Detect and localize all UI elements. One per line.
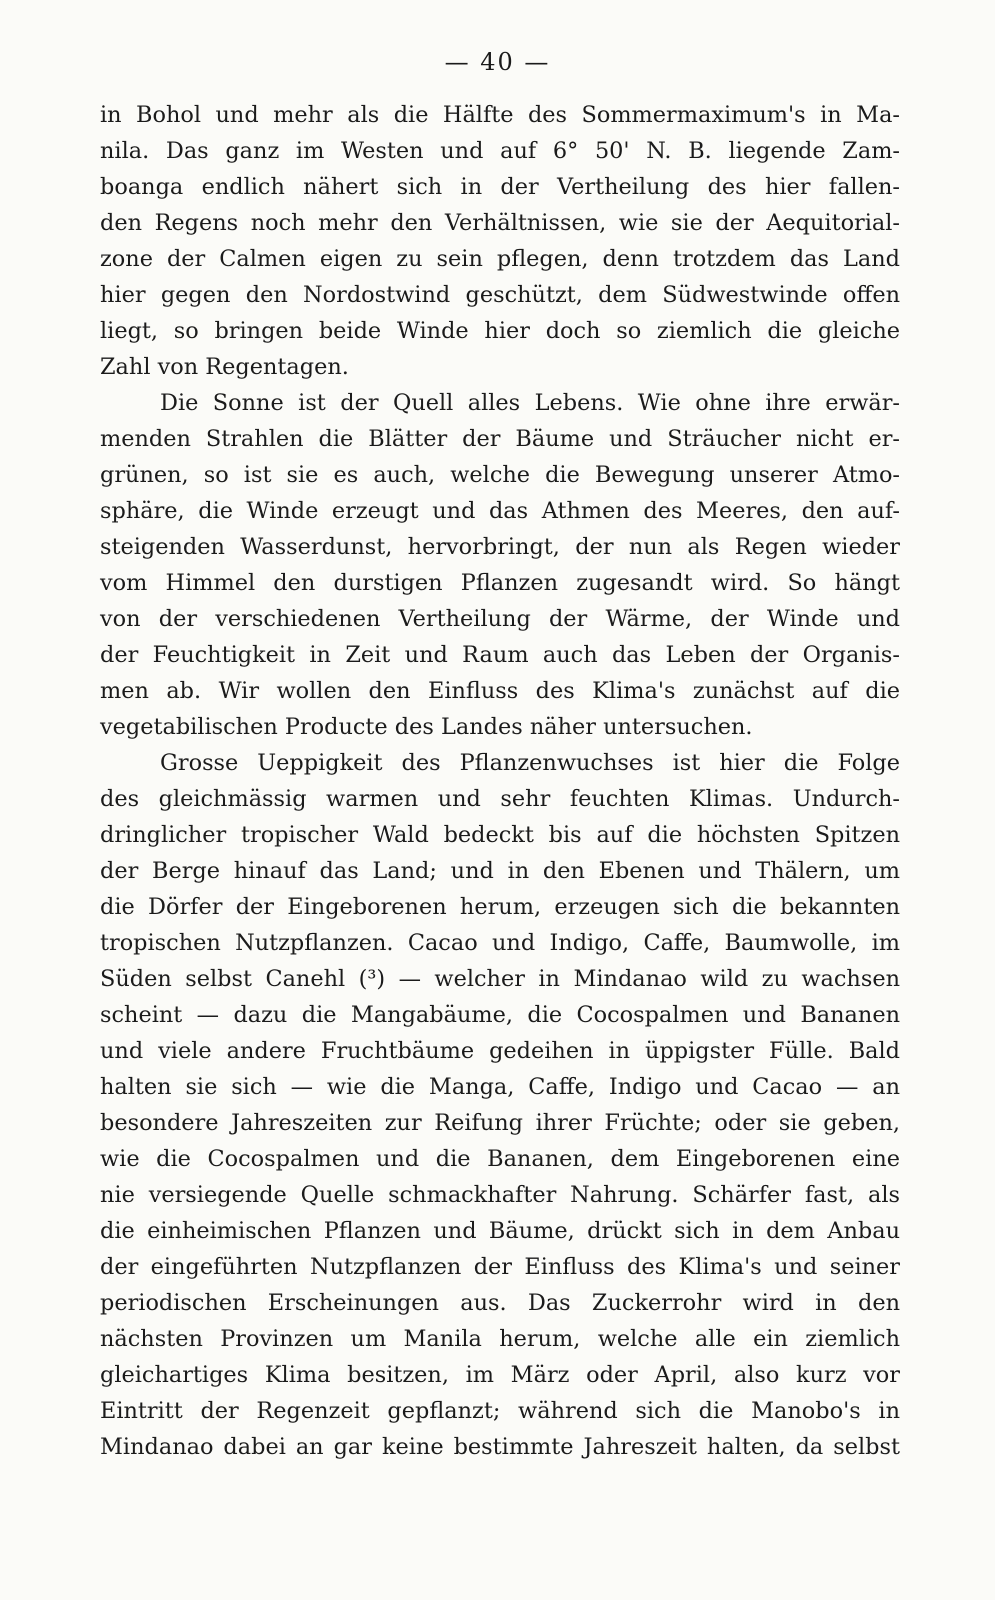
- text-line: und viele andere Fruchtbäume gedeihen in üppigster Fülle. Bald: [100, 1038, 900, 1064]
- text-line: Mindanao dabei an gar keine bestimmte Jahreszeit halten, da selbst: [100, 1434, 900, 1460]
- text-line: vegetabilischen Producte des Landes näher untersuchen.: [100, 714, 753, 740]
- text-line: nie versiegende Quelle schmackhafter Nahrung. Schärfer fast, als: [100, 1182, 900, 1208]
- text-line: der Feuchtigkeit in Zeit und Raum auch das Leben der Organis-: [100, 642, 900, 668]
- text-line: wie die Cocospalmen und die Bananen, dem Eingeborenen eine: [100, 1146, 900, 1172]
- page-number: — 40 —: [444, 48, 551, 76]
- text-line: sphäre, die Winde erzeugt und das Athmen des Meeres, den auf-: [100, 498, 900, 524]
- text-line: den Regens noch mehr den Verhältnissen, wie sie der Aequitorial-: [100, 210, 900, 236]
- text-line: Eintritt der Regenzeit gepflanzt; während sich die Manobo's in: [100, 1398, 900, 1424]
- text-line: der eingeführten Nutzpflanzen der Einfluss des Klima's und seiner: [100, 1254, 900, 1280]
- text-line: nila. Das ganz im Westen und auf 6° 50' N. B. liegende Zam-: [100, 138, 900, 164]
- paragraph-start-line: Die Sonne ist der Quell alles Lebens. Wie ohne ihre erwär-: [160, 390, 900, 416]
- text-line: der Berge hinauf das Land; und in den Ebenen und Thälern, um: [100, 858, 900, 884]
- text-line: men ab. Wir wollen den Einfluss des Klima's zunächst auf die: [100, 678, 900, 704]
- text-line: periodischen Erscheinungen aus. Das Zuckerrohr wird in den: [100, 1290, 900, 1316]
- text-line: dringlicher tropischer Wald bedeckt bis auf die höchsten Spitzen: [100, 822, 900, 848]
- text-line: vom Himmel den durstigen Pflanzen zugesandt wird. So hängt: [100, 570, 900, 596]
- text-line: liegt, so bringen beide Winde hier doch so ziemlich die gleiche: [100, 318, 900, 344]
- text-line: von der verschiedenen Vertheilung der Wärme, der Winde und: [100, 606, 900, 632]
- text-line: besondere Jahreszeiten zur Reifung ihrer Früchte; oder sie geben,: [100, 1110, 900, 1136]
- text-line: gleichartiges Klima besitzen, im März oder April, also kurz vor: [100, 1362, 900, 1388]
- text-line: boanga endlich nähert sich in der Vertheilung des hier fallen-: [100, 174, 900, 200]
- text-line: zone der Calmen eigen zu sein pflegen, denn trotzdem das Land: [100, 246, 900, 272]
- text-line: in Bohol und mehr als die Hälfte des Sommermaximum's in Ma-: [100, 102, 900, 128]
- text-line: des gleichmässig warmen und sehr feuchten Klimas. Undurch-: [100, 786, 900, 812]
- text-line: steigenden Wasserdunst, hervorbringt, der nun als Regen wieder: [100, 534, 900, 560]
- text-line: nächsten Provinzen um Manila herum, welche alle ein ziemlich: [100, 1326, 900, 1352]
- text-line: die einheimischen Pflanzen und Bäume, drückt sich in dem Anbau: [100, 1218, 900, 1244]
- text-line: Zahl von Regentagen.: [100, 354, 349, 380]
- paragraph-start-line: Grosse Ueppigkeit des Pflanzenwuchses ist hier die Folge: [160, 750, 900, 776]
- text-line: tropischen Nutzpflanzen. Cacao und Indigo, Caffe, Baumwolle, im: [100, 930, 900, 956]
- text-line: grünen, so ist sie es auch, welche die Bewegung unserer Atmo-: [100, 462, 900, 488]
- text-line: hier gegen den Nordostwind geschützt, dem Südwestwinde offen: [100, 282, 900, 308]
- text-line: scheint — dazu die Mangabäume, die Cocospalmen und Bananen: [100, 1002, 900, 1028]
- text-line: halten sie sich — wie die Manga, Caffe, Indigo und Cacao — an: [100, 1074, 900, 1100]
- text-line: Süden selbst Canehl (³) — welcher in Mindanao wild zu wachsen: [100, 966, 900, 992]
- text-line: menden Strahlen die Blätter der Bäume und Sträucher nicht er-: [100, 426, 900, 452]
- text-line: die Dörfer der Eingeborenen herum, erzeugen sich die bekannten: [100, 894, 900, 920]
